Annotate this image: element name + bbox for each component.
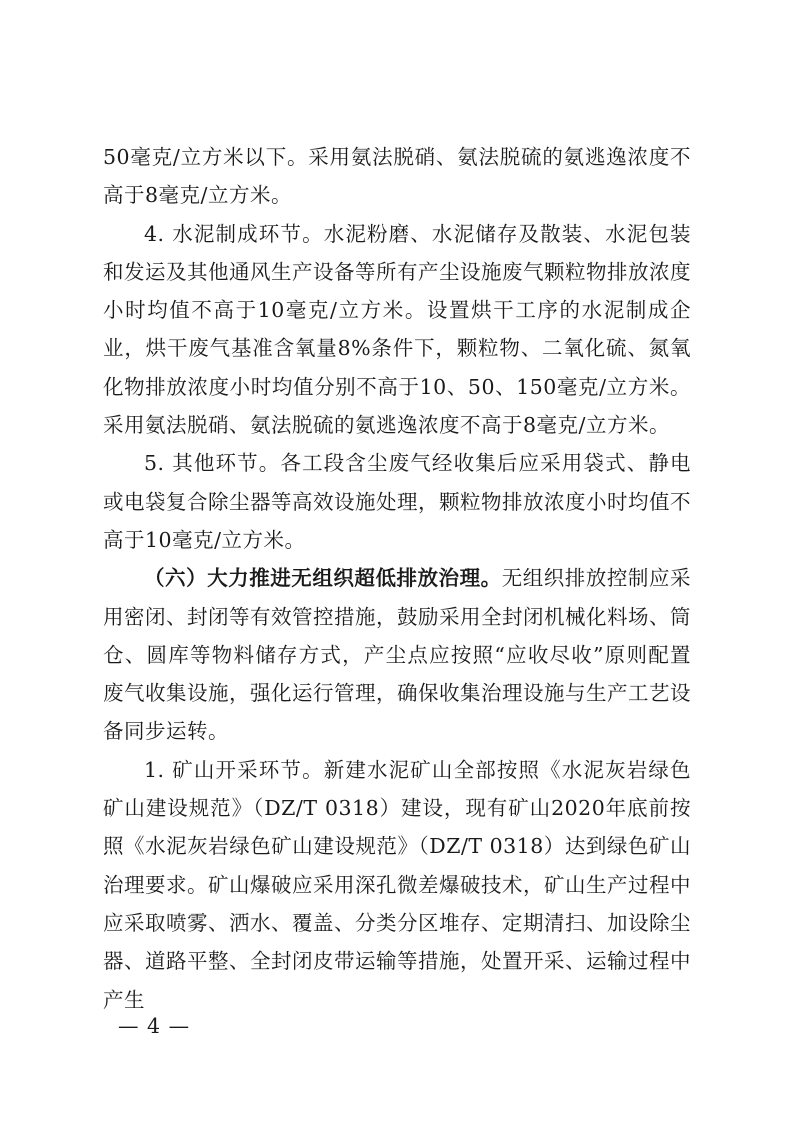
section-heading: （六）大力推进无组织超低排放治理。 bbox=[144, 566, 502, 591]
section-body: 无组织排放控制应采用密闭、封闭等有效管控措施，鼓励采用全封闭机械化料场、筒仓、圆库等物料储存方式，产尘点应按照“应收尽收”原则配置废气收集设施，强化运行管理，确保收集治理设施与生产工艺设备同步运转。 bbox=[103, 566, 692, 744]
paragraph-section-six bbox=[103, 559, 691, 750]
paragraph-continuation: 50毫克/立方米以下。采用氨法脱硝、氨法脱硫的氨逃逸浓度不高于8毫克/立方米。 bbox=[103, 145, 691, 208]
paragraph-mining: 1. 矿山开采环节。新建水泥矿山全部按照《水泥灰岩绿色矿山建设规范》（DZ/T 0318）建设，现有矿山2020年底前按照《水泥灰岩绿色矿山建设规范》（DZ/T 0318）达到绿色矿山治理要求。矿山爆破应采用深孔微差爆破技术，矿山生产过程中应采取喷雾、洒水、覆盖、分类分区堆存、定期清扫、加设除尘器、道路平整、全封闭皮带运输等措施，处置开采、运输过程中产生 bbox=[103, 757, 691, 1012]
paragraph-cement-grinding: 4. 水泥制成环节。水泥粉磨、水泥储存及散装、水泥包装和发运及其他通风生产设备等所有产尘设施废气颗粒物排放浓度小时均值不高于10毫克/立方米。设置烘干工序的水泥制成企业，烘干废气基准含氧量8%条件下，颗粒物、二氧化硫、氮氧化物排放浓度小时均值分别不高于10、50、150毫克/立方米。采用氨法脱硝、氨法脱硫的氨逃逸浓度不高于8毫克/立方米。 bbox=[103, 221, 691, 438]
page-number: — 4 — bbox=[118, 1014, 191, 1038]
body-text bbox=[103, 138, 691, 1019]
paragraph-other-stages: 5. 其他环节。各工段含尘废气经收集后应采用袋式、静电或电袋复合除尘器等高效设施处理，颗粒物排放浓度小时均值不高于10毫克/立方米。 bbox=[103, 451, 691, 552]
